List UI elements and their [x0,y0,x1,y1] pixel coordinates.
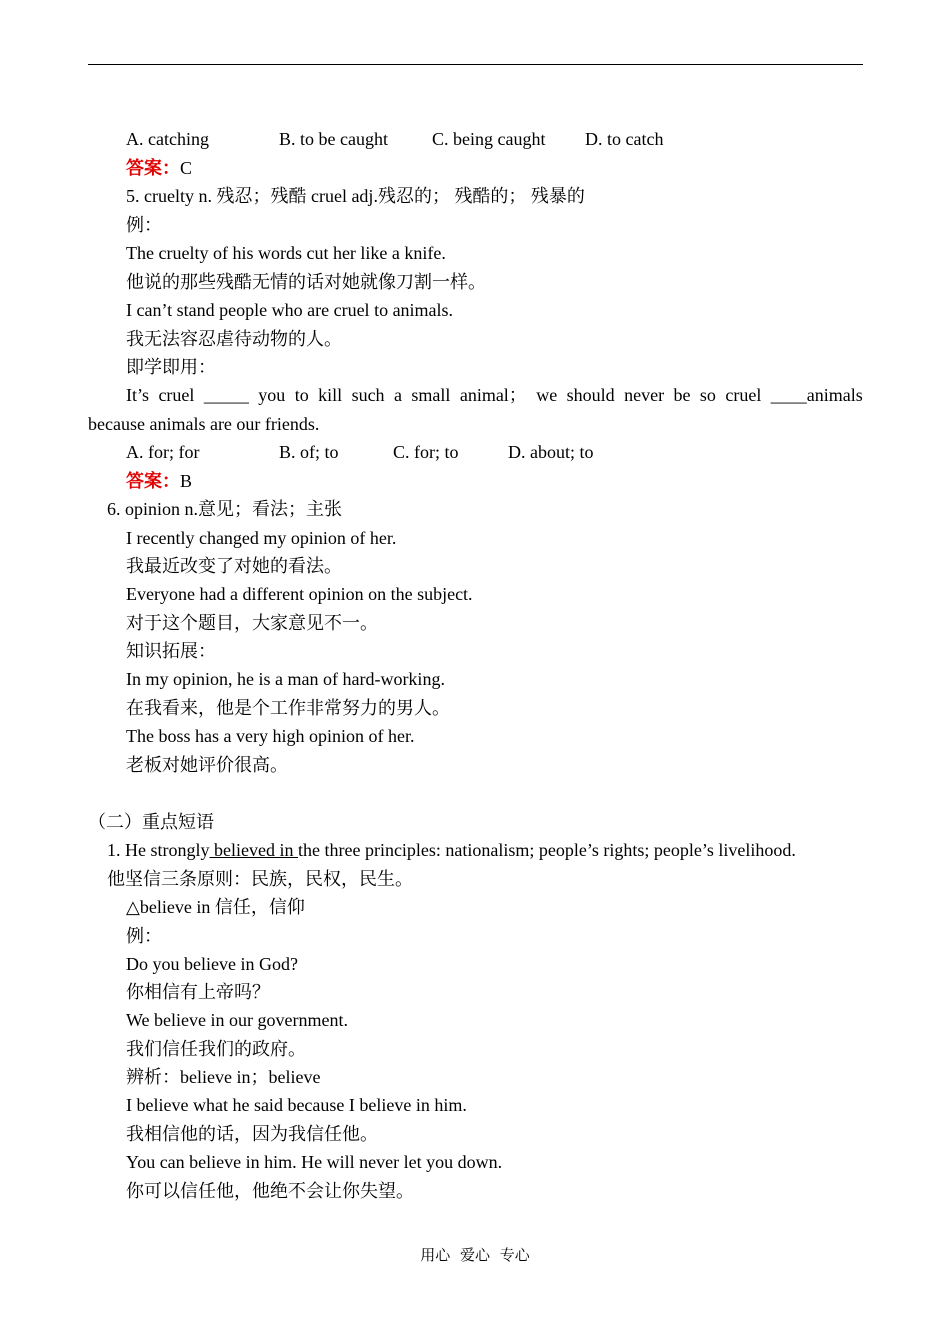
practice-word: to [294,385,309,405]
practice-word: never [624,385,665,405]
practice-word: should [566,385,615,405]
item5-ex2-en: I can’t stand people who are cruel to animals. [126,300,454,320]
phrase1-sentence [107,839,796,861]
option-c: C. for; to [393,442,459,462]
option-b: B. of; to [279,442,339,462]
item6-title: 6. opinion n.意见；看法；主张 [107,499,343,519]
example-label: 例： [126,926,162,946]
item5-ex1-en: The cruelty of his words cut her like a knife. [126,243,446,263]
item5-ex2-zh: 我无法容忍虐待动物的人。 [126,329,342,349]
phrase1-ex2-zh: 我们信任我们的政府。 [126,1039,306,1059]
phrase1-ex2-en: We believe in our government. [126,1010,348,1030]
practice-label: 即学即用： [126,357,216,377]
practice-word: so [699,385,716,405]
option-b: B. to be caught [279,129,388,149]
practice-word: kill [318,385,343,405]
phrase1-ex4-en: You can believe in him. He will never let you down. [126,1152,503,1172]
item6-ex2-zh: 对于这个题目，大家意见不一。 [126,613,378,633]
q5-answer-line [126,470,192,492]
practice-word: ____animals [770,385,863,405]
answer-label: 答案： [126,471,180,491]
header-rule [88,64,863,65]
q4-options [126,128,726,150]
item6-ex1-en: I recently changed my opinion of her. [126,528,397,548]
phrase1-underlined: believed in [209,840,298,860]
extension-label: 知识拓展： [126,641,216,661]
answer-label: 答案： [126,158,180,178]
q5-answer: B [180,471,193,491]
practice-word: such [351,385,385,405]
item5-ex1-zh: 他说的那些残酷无情的话对她就像刀割一样。 [126,272,486,292]
phrase1-post: the three principles: nationalism; people’s rights; people’s livelihood. [297,840,796,860]
practice-word: cruel [158,385,195,405]
phrase1-pre: 1. He strongly [107,840,210,860]
practice-word: _____ [203,385,249,405]
phrase1-def: △believe in 信任，信仰 [126,897,305,917]
example-label: 例： [126,215,162,235]
option-d: D. about; to [508,442,594,462]
item6-ex2-en: Everyone had a different opinion on the subject. [126,584,473,604]
phrase1-zh: 他坚信三条原则：民族，民权，民生。 [107,869,413,889]
section2-title: （二）重点短语 [88,812,214,832]
q5-options [126,441,726,463]
practice-word: It’s [126,385,150,405]
phrase1-ex4-zh: 你可以信任他，他绝不会让你失望。 [126,1181,414,1201]
practice-word: animal； [459,385,527,405]
item6-ex3-en: In my opinion, he is a man of hard-working. [126,669,445,689]
option-c: C. being caught [432,129,546,149]
item5-practice-line1 [126,384,863,406]
page-footer: 用心 爱心 专心 [420,1248,530,1264]
item6-ex1-zh: 我最近改变了对她的看法。 [126,556,342,576]
option-a: A. for; for [126,442,200,462]
phrase1-ex1-zh: 你相信有上帝吗？ [126,982,270,1002]
phrase1-ex1-en: Do you believe in God? [126,954,298,974]
phrase1-ex3-en: I believe what he said because I believe in him. [126,1095,467,1115]
q4-answer: C [180,158,193,178]
practice-word: a [393,385,402,405]
practice-word: you [258,385,286,405]
practice-word: we [536,385,558,405]
option-d: D. to catch [585,129,664,149]
practice-word: cruel [725,385,762,405]
item5-practice-line2: because animals are our friends. [88,414,320,434]
phrase1-ex3-zh: 我相信他的话，因为我信任他。 [126,1124,378,1144]
item6-ex3-zh: 在我看来，他是个工作非常努力的男人。 [126,698,450,718]
item6-ex4-en: The boss has a very high opinion of her. [126,726,415,746]
practice-word: be [673,385,691,405]
option-a: A. catching [126,129,209,149]
q4-answer-line [126,157,192,179]
practice-word: small [411,385,451,405]
phrase1-distinguish: 辨析：believe in；believe [126,1067,321,1087]
item5-title: 5. cruelty n. 残忍；残酷 cruel adj.残忍的； 残酷的； 残暴的 [126,186,585,206]
item6-ex4-zh: 老板对她评价很高。 [126,755,288,775]
